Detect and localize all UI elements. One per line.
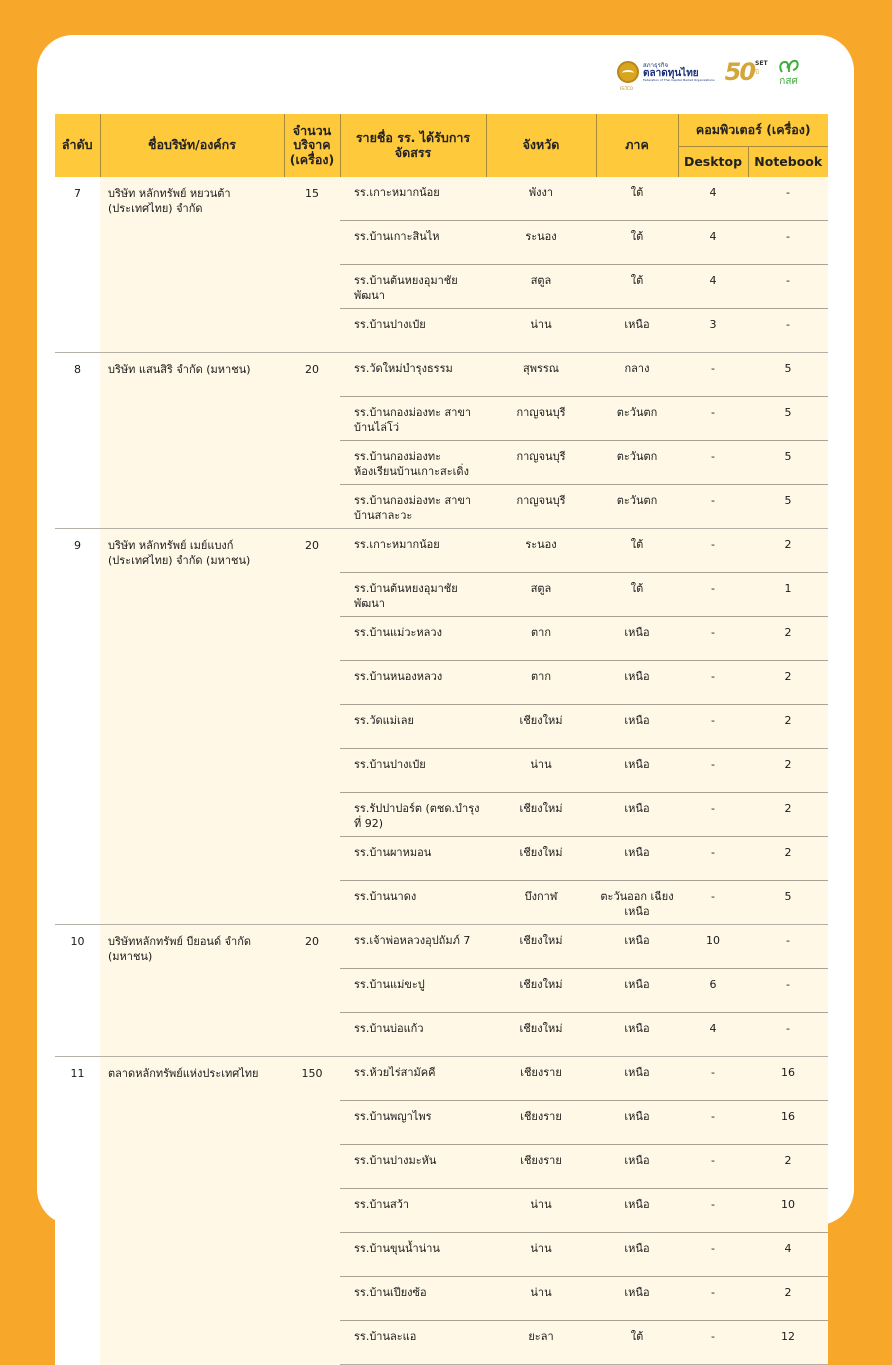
cell-region: เหนือ — [596, 1057, 678, 1101]
header-school-text: รายชื่อ รร. ได้รับการจัดสรร — [355, 130, 471, 160]
cell-region: เหนือ — [596, 793, 678, 837]
cell-desktop: - — [678, 1189, 748, 1233]
cell-desktop: - — [678, 793, 748, 837]
cell-province: สตูล — [486, 265, 596, 309]
cell-notebook: 2 — [748, 793, 828, 837]
cell-desktop: - — [678, 1057, 748, 1101]
cell-notebook: 16 — [748, 1057, 828, 1101]
table-row — [55, 1057, 828, 1101]
header-desktop: Desktop — [678, 147, 748, 178]
cell-region: ใต้ — [596, 529, 678, 573]
cell-region: เหนือ — [596, 1277, 678, 1321]
cell-notebook: - — [748, 969, 828, 1013]
cell-province: เชียงใหม่ — [486, 925, 596, 969]
cell-school: รร.รัปปาปอร์ต (ตชด.บำรุงที่ 92) — [340, 793, 486, 837]
cell-province: กาญจนบุรี — [486, 441, 596, 485]
cell-desktop: - — [678, 397, 748, 441]
set-suffix: ปี — [755, 69, 759, 76]
cell-notebook: 2 — [748, 837, 828, 881]
cell-region: เหนือ — [596, 617, 678, 661]
header-seq: ลำดับ — [55, 114, 100, 177]
cell-company: บริษัท แสนสิริ จำกัด (มหาชน) — [100, 353, 284, 529]
cell-notebook: 2 — [748, 749, 828, 793]
cell-province: น่าน — [486, 749, 596, 793]
header-notebook: Notebook — [748, 147, 828, 178]
cell-desktop: - — [678, 1277, 748, 1321]
cell-desktop: - — [678, 353, 748, 397]
cell-notebook: 2 — [748, 617, 828, 661]
cell-seq: 7 — [55, 177, 100, 353]
cell-school: รร.เจ้าพ่อหลวงอุปถัมภ์ 7 — [340, 925, 486, 969]
cell-school: รร.เกาะหมากน้อย — [340, 529, 486, 573]
cell-desktop: 4 — [678, 265, 748, 309]
cell-province: ตาก — [486, 661, 596, 705]
cell-notebook: 2 — [748, 661, 828, 705]
header-qty-text: จำนวน บริจาค (เครื่อง) — [289, 122, 335, 167]
cell-school: รร.บ้านหนองหลวง — [340, 661, 486, 705]
cell-company: บริษัท หลักทรัพย์ เมย์แบงก์ (ประเทศไทย) จำกัด (มหาชน) — [100, 529, 284, 925]
cell-region: เหนือ — [596, 837, 678, 881]
cell-notebook: 4 — [748, 1233, 828, 1277]
header-computer: คอมพิวเตอร์ (เครื่อง) — [678, 114, 828, 147]
cell-region: ใต้ — [596, 573, 678, 617]
cell-region: เหนือ — [596, 705, 678, 749]
cell-notebook: 2 — [748, 529, 828, 573]
cell-qty: 15 — [284, 177, 340, 353]
cell-desktop: 3 — [678, 309, 748, 353]
cell-seq: 11 — [55, 1057, 100, 1365]
header-company: ชื่อบริษัท/องค์กร — [100, 114, 284, 177]
table-row — [55, 925, 828, 969]
cell-school: รร.เกาะหมากน้อย — [340, 177, 486, 221]
cell-desktop: - — [678, 485, 748, 529]
cell-desktop: - — [678, 1145, 748, 1189]
cell-school: รร.บ้านนาดง — [340, 881, 486, 925]
cell-province: สุพรรณ — [486, 353, 596, 397]
cell-desktop: - — [678, 1321, 748, 1365]
cell-notebook: 5 — [748, 441, 828, 485]
cell-desktop: 6 — [678, 969, 748, 1013]
cell-desktop: - — [678, 1101, 748, 1145]
cell-region: ตะวันตก — [596, 397, 678, 441]
cell-school: รร.บ้านบ่อแก้ว — [340, 1013, 486, 1057]
table-row — [55, 529, 828, 573]
cell-province: น่าน — [486, 1233, 596, 1277]
cell-company: ตลาดหลักทรัพย์แห่งประเทศไทย — [100, 1057, 284, 1365]
cell-notebook: 1 — [748, 573, 828, 617]
cell-notebook: - — [748, 1013, 828, 1057]
cell-province: พังงา — [486, 177, 596, 221]
cell-notebook: 5 — [748, 353, 828, 397]
cell-school: รร.วัดใหม่บำรุงธรรม — [340, 353, 486, 397]
cell-desktop: - — [678, 529, 748, 573]
cell-qty: 20 — [284, 353, 340, 529]
cell-desktop: - — [678, 441, 748, 485]
cell-desktop: 4 — [678, 221, 748, 265]
cell-notebook: 5 — [748, 881, 828, 925]
gsk-mark-icon — [778, 58, 800, 77]
cell-province: กาญจนบุรี — [486, 397, 596, 441]
cell-notebook: 2 — [748, 705, 828, 749]
cell-school: รร.บ้านต้นหยงอุมาชัย พัฒนา — [340, 265, 486, 309]
cell-school: รร.บ้านสว้า — [340, 1189, 486, 1233]
cell-seq: 10 — [55, 925, 100, 1057]
cell-province: ตาก — [486, 617, 596, 661]
cell-school: รร.บ้านกองม่องทะ สาขาบ้านไล่โว่ — [340, 397, 486, 441]
fetco-logo — [617, 61, 715, 91]
cell-province: เชียงใหม่ — [486, 969, 596, 1013]
cell-school: รร.บ้านละแอ — [340, 1321, 486, 1365]
fetco-short: FETCO — [620, 86, 633, 91]
fetco-line2: ตลาดทุนไทย — [643, 67, 699, 79]
cell-desktop: - — [678, 881, 748, 925]
cell-region: ใต้ — [596, 1321, 678, 1365]
cell-region: เหนือ — [596, 1145, 678, 1189]
cell-desktop: - — [678, 617, 748, 661]
cell-region: ตะวันตก — [596, 441, 678, 485]
set-50-logo — [725, 60, 768, 84]
cell-desktop: - — [678, 705, 748, 749]
cell-school: รร.ห้วยไร่สามัคคี — [340, 1057, 486, 1101]
cell-region: เหนือ — [596, 925, 678, 969]
cell-desktop: 10 — [678, 925, 748, 969]
cell-region: เหนือ — [596, 1189, 678, 1233]
cell-notebook: - — [748, 309, 828, 353]
cell-province: เชียงราย — [486, 1145, 596, 1189]
cell-region: ใต้ — [596, 265, 678, 309]
cell-province: น่าน — [486, 1277, 596, 1321]
cell-province: เชียงใหม่ — [486, 1013, 596, 1057]
cell-school: รร.บ้านพญาไพร — [340, 1101, 486, 1145]
cell-qty: 150 — [284, 1057, 340, 1365]
cell-region: เหนือ — [596, 749, 678, 793]
cell-region: เหนือ — [596, 1013, 678, 1057]
cell-province: เชียงใหม่ — [486, 793, 596, 837]
cell-notebook: - — [748, 221, 828, 265]
cell-province: เชียงราย — [486, 1057, 596, 1101]
cell-province: เชียงใหม่ — [486, 705, 596, 749]
cell-school: รร.บ้านขุนน้ำน่าน — [340, 1233, 486, 1277]
cell-school: รร.บ้านปางเป๋ย — [340, 749, 486, 793]
fetco-seal-icon — [617, 61, 639, 83]
cell-region: เหนือ — [596, 661, 678, 705]
cell-province: ยะลา — [486, 1321, 596, 1365]
cell-province: กาญจนบุรี — [486, 485, 596, 529]
cell-company: บริษัทหลักทรัพย์ บียอนด์ จำกัด (มหาชน) — [100, 925, 284, 1057]
table-body — [55, 177, 828, 1365]
cell-school: รร.บ้านแม่ขะปู — [340, 969, 486, 1013]
cell-notebook: 10 — [748, 1189, 828, 1233]
cell-region: เหนือ — [596, 1233, 678, 1277]
cell-notebook: - — [748, 265, 828, 309]
cell-province: สตูล — [486, 573, 596, 617]
cell-school: รร.บ้านต้นหยงอุมาชัย พัฒนา — [340, 573, 486, 617]
cell-notebook: 2 — [748, 1277, 828, 1321]
cell-school: รร.บ้านผาหมอน — [340, 837, 486, 881]
cell-school: รร.บ้านกองม่องทะ สาขาบ้านสาละวะ — [340, 485, 486, 529]
cell-school: รร.บ้านปางมะหัน — [340, 1145, 486, 1189]
cell-province: ระนอง — [486, 221, 596, 265]
gsk-logo — [778, 58, 800, 87]
cell-qty: 20 — [284, 529, 340, 925]
cell-notebook: 16 — [748, 1101, 828, 1145]
cell-school: รร.บ้านกองม่องทะ ห้องเรียนบ้านเกาะสะเดิ่ง — [340, 441, 486, 485]
header-qty — [284, 114, 340, 177]
cell-notebook: 2 — [748, 1145, 828, 1189]
cell-notebook: - — [748, 177, 828, 221]
set-50-number: 50 — [724, 58, 755, 86]
cell-notebook: 5 — [748, 485, 828, 529]
cell-desktop: 4 — [678, 1013, 748, 1057]
cell-school: รร.บ้านเปียงซ้อ — [340, 1277, 486, 1321]
cell-region: กลาง — [596, 353, 678, 397]
cell-qty: 20 — [284, 925, 340, 1057]
cell-desktop: - — [678, 661, 748, 705]
cell-region: ตะวันตก — [596, 485, 678, 529]
cell-region: เหนือ — [596, 309, 678, 353]
cell-province: น่าน — [486, 1189, 596, 1233]
cell-desktop: - — [678, 1233, 748, 1277]
cell-province: ระนอง — [486, 529, 596, 573]
cell-region: ใต้ — [596, 221, 678, 265]
table-row — [55, 177, 828, 221]
cell-province: บึงกาฬ — [486, 881, 596, 925]
cell-company: บริษัท หลักทรัพย์ หยวนต้า (ประเทศไทย) จำกัด — [100, 177, 284, 353]
cell-school: รร.บ้านปางเป๋ย — [340, 309, 486, 353]
cell-desktop: - — [678, 837, 748, 881]
gsk-text: กสศ — [779, 75, 798, 87]
cell-region: ใต้ — [596, 177, 678, 221]
cell-region: ตะวันออก เฉียงเหนือ — [596, 881, 678, 925]
cell-region: เหนือ — [596, 969, 678, 1013]
cell-notebook: 12 — [748, 1321, 828, 1365]
fetco-line3: Federation of Thai Capital Market Organizations — [643, 77, 715, 82]
cell-seq: 8 — [55, 353, 100, 529]
cell-province: เชียงใหม่ — [486, 837, 596, 881]
cell-desktop: - — [678, 573, 748, 617]
cell-desktop: 4 — [678, 177, 748, 221]
cell-notebook: - — [748, 925, 828, 969]
cell-province: น่าน — [486, 309, 596, 353]
cell-school: รร.บ้านแม่วะหลวง — [340, 617, 486, 661]
cell-province: เชียงราย — [486, 1101, 596, 1145]
set-tag: SET — [755, 60, 768, 67]
cell-notebook: 5 — [748, 397, 828, 441]
header-province: จังหวัด — [486, 114, 596, 177]
cell-school: รร.บ้านเกาะสินไห — [340, 221, 486, 265]
cell-school: รร.วัดแม่เลย — [340, 705, 486, 749]
fetco-line1: สภาธุรกิจ — [643, 61, 669, 69]
cell-region: เหนือ — [596, 1101, 678, 1145]
cell-desktop: - — [678, 749, 748, 793]
logo-bar — [617, 54, 800, 90]
header-region: ภาค — [596, 114, 678, 177]
cell-seq: 9 — [55, 529, 100, 925]
donation-table — [55, 114, 828, 1365]
header-school — [340, 114, 486, 177]
table-row — [55, 353, 828, 397]
